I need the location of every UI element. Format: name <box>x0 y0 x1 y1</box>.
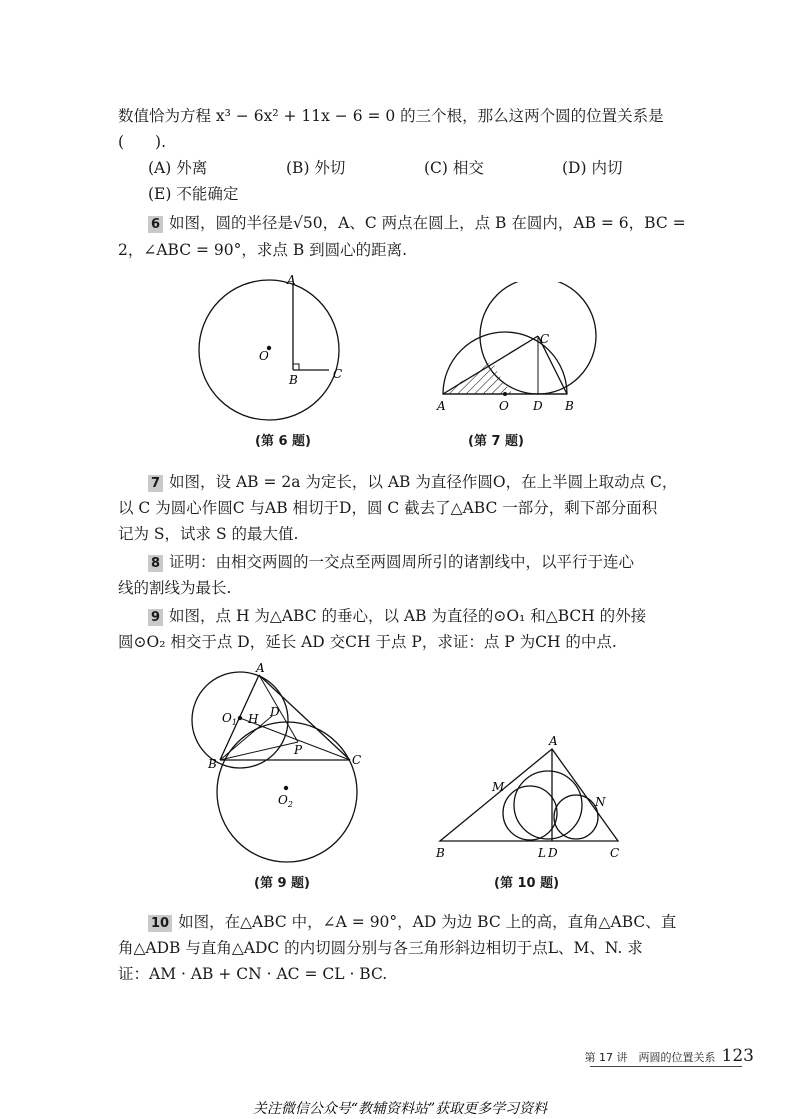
fig6-label-c: C <box>333 367 343 381</box>
problem-number-8: 8 <box>148 555 163 572</box>
caption-figure-10: (第 10 题) <box>494 876 560 891</box>
fig9-label-o2-letter: O <box>278 793 288 807</box>
figure-7 <box>425 282 605 422</box>
problem-number-10: 10 <box>148 915 172 932</box>
problem-7-text: 如图，设 AB = 2a 为定长，以 AB 为直径作圆O，在上半圆上取动点 C， <box>169 473 678 491</box>
problem-10-line-2: 角△ADB 与直角△ADC 的内切圆分别与各三角形斜边相切于点L、M、N. 求 <box>118 939 643 957</box>
fig10-label-m: M <box>492 780 505 794</box>
lecture-title: 第 17 讲 两圆的位置关系 <box>584 1051 716 1064</box>
footer-divider <box>590 1066 742 1067</box>
fig10-label-b: B <box>436 846 445 860</box>
figure-6 <box>195 270 365 430</box>
fig9-label-p: P <box>294 743 303 757</box>
fig9-label-o1-letter: O <box>222 711 232 725</box>
fig6-label-b: B <box>289 373 298 387</box>
figure-9 <box>190 660 390 870</box>
option-e: (E) 不能确定 <box>148 185 239 203</box>
problem-number-9: 9 <box>148 609 163 626</box>
problem-5-line-2: ( ). <box>118 133 167 151</box>
problem-8-line-1 <box>148 550 634 572</box>
fig9-label-o2-sub: 2 <box>287 800 293 809</box>
problem-8-text: 证明：由相交两圆的一交点至两圆周所引的诸割线中，以平行于连心 <box>169 553 635 571</box>
problem-7-line-2: 以 C 为圆心作圆C 与AB 相切于D，圆 C 截去了△ABC 一部分，剩下部分面积 <box>118 499 658 517</box>
fig10-label-n: N <box>595 795 606 809</box>
fig9-label-o1-sub: 1 <box>231 718 237 727</box>
problem-number-6: 6 <box>148 216 163 233</box>
fig6-label-a: A <box>287 273 296 287</box>
fig10-label-a: A <box>549 735 558 748</box>
problem-10-line-3: 证：AM · AB + CN · AC = CL · BC. <box>118 965 388 983</box>
problem-9-line-1 <box>148 604 646 626</box>
page-footer <box>585 1046 754 1066</box>
problem-7-line-1 <box>148 470 677 492</box>
fig9-label-d: D <box>270 705 280 719</box>
problem-9-line-2: 圆⊙O₂ 相交于点 D，延长 AD 交CH 于点 P，求证：点 P 为CH 的中点. <box>118 633 617 651</box>
fig9-label-a: A <box>256 661 265 675</box>
fig7-label-c: C <box>540 332 550 346</box>
fig10-label-l: L <box>538 846 546 860</box>
fig10-label-d: D <box>548 846 558 860</box>
fig7-label-d: D <box>533 399 543 413</box>
fig9-label-h: H <box>248 712 259 726</box>
watermark: 关注微信公众号“教辅资料站”获取更多学习资料 <box>252 1101 548 1117</box>
problem-10-line-1 <box>148 910 676 932</box>
option-d: (D) 内切 <box>562 159 623 177</box>
problem-6-line-1 <box>148 211 686 233</box>
problem-6-text: 如图，圆的半径是√50，A、C 两点在圆上，点 B 在圆内，AB = 6，BC = <box>169 214 686 232</box>
option-a: (A) 外离 <box>148 159 208 177</box>
problem-9-text: 如图，点 H 为△ABC 的垂心，以 AB 为直径的⊙O₁ 和△BCH 的外接 <box>169 607 647 625</box>
fig9-label-b: B <box>208 757 217 771</box>
fig10-label-c: C <box>610 846 620 860</box>
fig7-label-b: B <box>565 399 574 413</box>
option-c: (C) 相交 <box>424 159 484 177</box>
caption-figure-9: (第 9 题) <box>254 876 310 891</box>
option-b: (B) 外切 <box>286 159 346 177</box>
figure-10 <box>428 735 628 865</box>
fig9-label-o2 <box>278 793 293 809</box>
caption-figure-6: (第 6 题) <box>255 434 311 449</box>
fig7-label-o: O <box>499 399 509 413</box>
caption-figure-7: (第 7 题) <box>468 434 524 449</box>
problem-6-line-2: 2，∠ABC = 90°，求点 B 到圆心的距离. <box>118 241 408 259</box>
problem-5-line-1: 数值恰为方程 x³ − 6x² + 11x − 6 = 0 的三个根，那么这两个圆的位置关系是 <box>118 107 664 125</box>
fig9-label-o1 <box>222 711 237 727</box>
problem-number-7: 7 <box>148 475 163 492</box>
problem-10-text: 如图，在△ABC 中，∠A = 90°，AD 为边 BC 上的高，直角△ABC、直 <box>178 913 677 931</box>
fig6-label-o: O <box>259 349 269 363</box>
problem-7-line-3: 记为 S，试求 S 的最大值. <box>118 525 299 543</box>
fig7-label-a: A <box>437 399 446 413</box>
page-number: 123 <box>721 1046 754 1066</box>
fig9-label-c: C <box>352 753 362 767</box>
problem-8-line-2: 线的割线为最长. <box>118 579 232 597</box>
